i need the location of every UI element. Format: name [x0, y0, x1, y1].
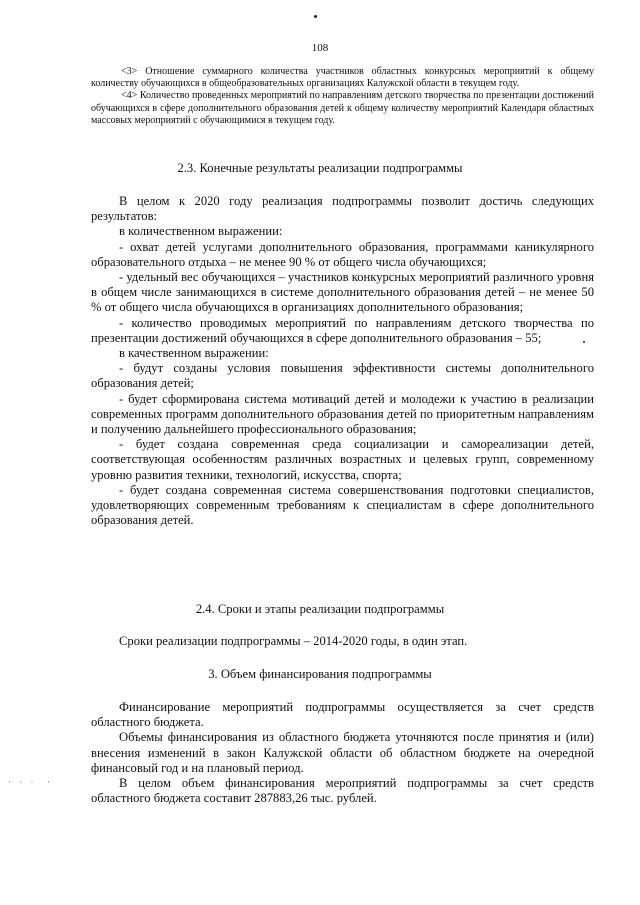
paragraph: - будет сформирована система мотиваций детей и молодежи к участию в реализации современных программ дополнительного образования детей по приоритетным направлениям и получению дальнейшего профессионального образования;: [91, 391, 594, 437]
paragraph: - количество проводимых мероприятий по направлениям детского творчества по презентации достижений обучающихся в сфере дополнительного образования – 55;: [91, 315, 594, 345]
paragraph: - будет создана современная система совершенствования подготовки специалистов, удовлетворяющих современным требованиям к специалистам в сфере дополнительного образования детей.: [91, 482, 594, 528]
paragraph: - будет создана современная среда социализации и самореализации детей, соответствующая особенностям различных возрастных и целевых групп, современному уровню развития техники, технологий, искусства, спорта;: [91, 437, 594, 482]
paragraph: Сроки реализации подпрограммы – 2014-2020 годы, в один этап.: [119, 634, 468, 648]
paragraph: в количественном выражении:: [119, 224, 283, 239]
section-2-3-body: [91, 194, 594, 528]
paragraph: - охват детей услугами дополнительного образования, программами каникулярного образовательного отдыха – не менее 90 % от общего числа обучающихся;: [91, 239, 594, 269]
paragraph: В целом к 2020 году реализация подпрограммы позволит достичь следующих результатов:: [91, 194, 594, 224]
scan-margin-marks: · · · ·: [8, 777, 53, 787]
section-2-4-body: [91, 634, 594, 649]
section-3-body: [91, 700, 594, 806]
paragraph: Объемы финансирования из областного бюджета уточняются после принятия и (или) внесения изменений в закон Калужской области об областном бюджете на очередной финансовый год и на плановый период.: [91, 730, 594, 775]
page-number: 108: [311, 42, 329, 54]
paragraph: - удельный вес обучающихся – участников конкурсных мероприятий различного уровня в общем числе занимающихся в системе дополнительного образования детей – не менее 50 % от общего числа обучающихся в организациях дополнительного образования;: [91, 270, 594, 315]
footnote-3: <3> Отношение суммарного количества участников областных конкурсных мероприятий к общему количеству обучающихся в общеобразовательных организациях Калужской области в текущем году.: [91, 66, 594, 90]
scan-speck: [314, 15, 317, 18]
footnote-4: <4> Количество проведенных мероприятий по направлениям детского творчества по презентации достижений обучающихся в сфере дополнительного образования детей к общему количеству мероприятий Календаря областных массовых мероприятий с обучающимися в текущем году.: [91, 90, 594, 126]
paragraph: - будут созданы условия повышения эффективности системы дополнительного образования детей;: [91, 361, 594, 391]
paragraph: В целом объем финансирования мероприятий подпрограммы за счет средств областного бюджета составит 287883,26 тыс. рублей.: [91, 776, 594, 806]
section-3-heading: 3. Объем финансирования подпрограммы: [208, 667, 432, 681]
paragraph: Финансирование мероприятий подпрограммы осуществляется за счет средств областного бюджета.: [91, 700, 594, 730]
section-2-4-heading: 2.4. Сроки и этапы реализации подпрограммы: [195, 602, 445, 616]
section-2-3-heading: 2.3. Конечные результаты реализации подпрограммы: [177, 161, 463, 175]
paragraph: в качественном выражении:: [119, 346, 269, 361]
footnotes: [91, 66, 594, 127]
